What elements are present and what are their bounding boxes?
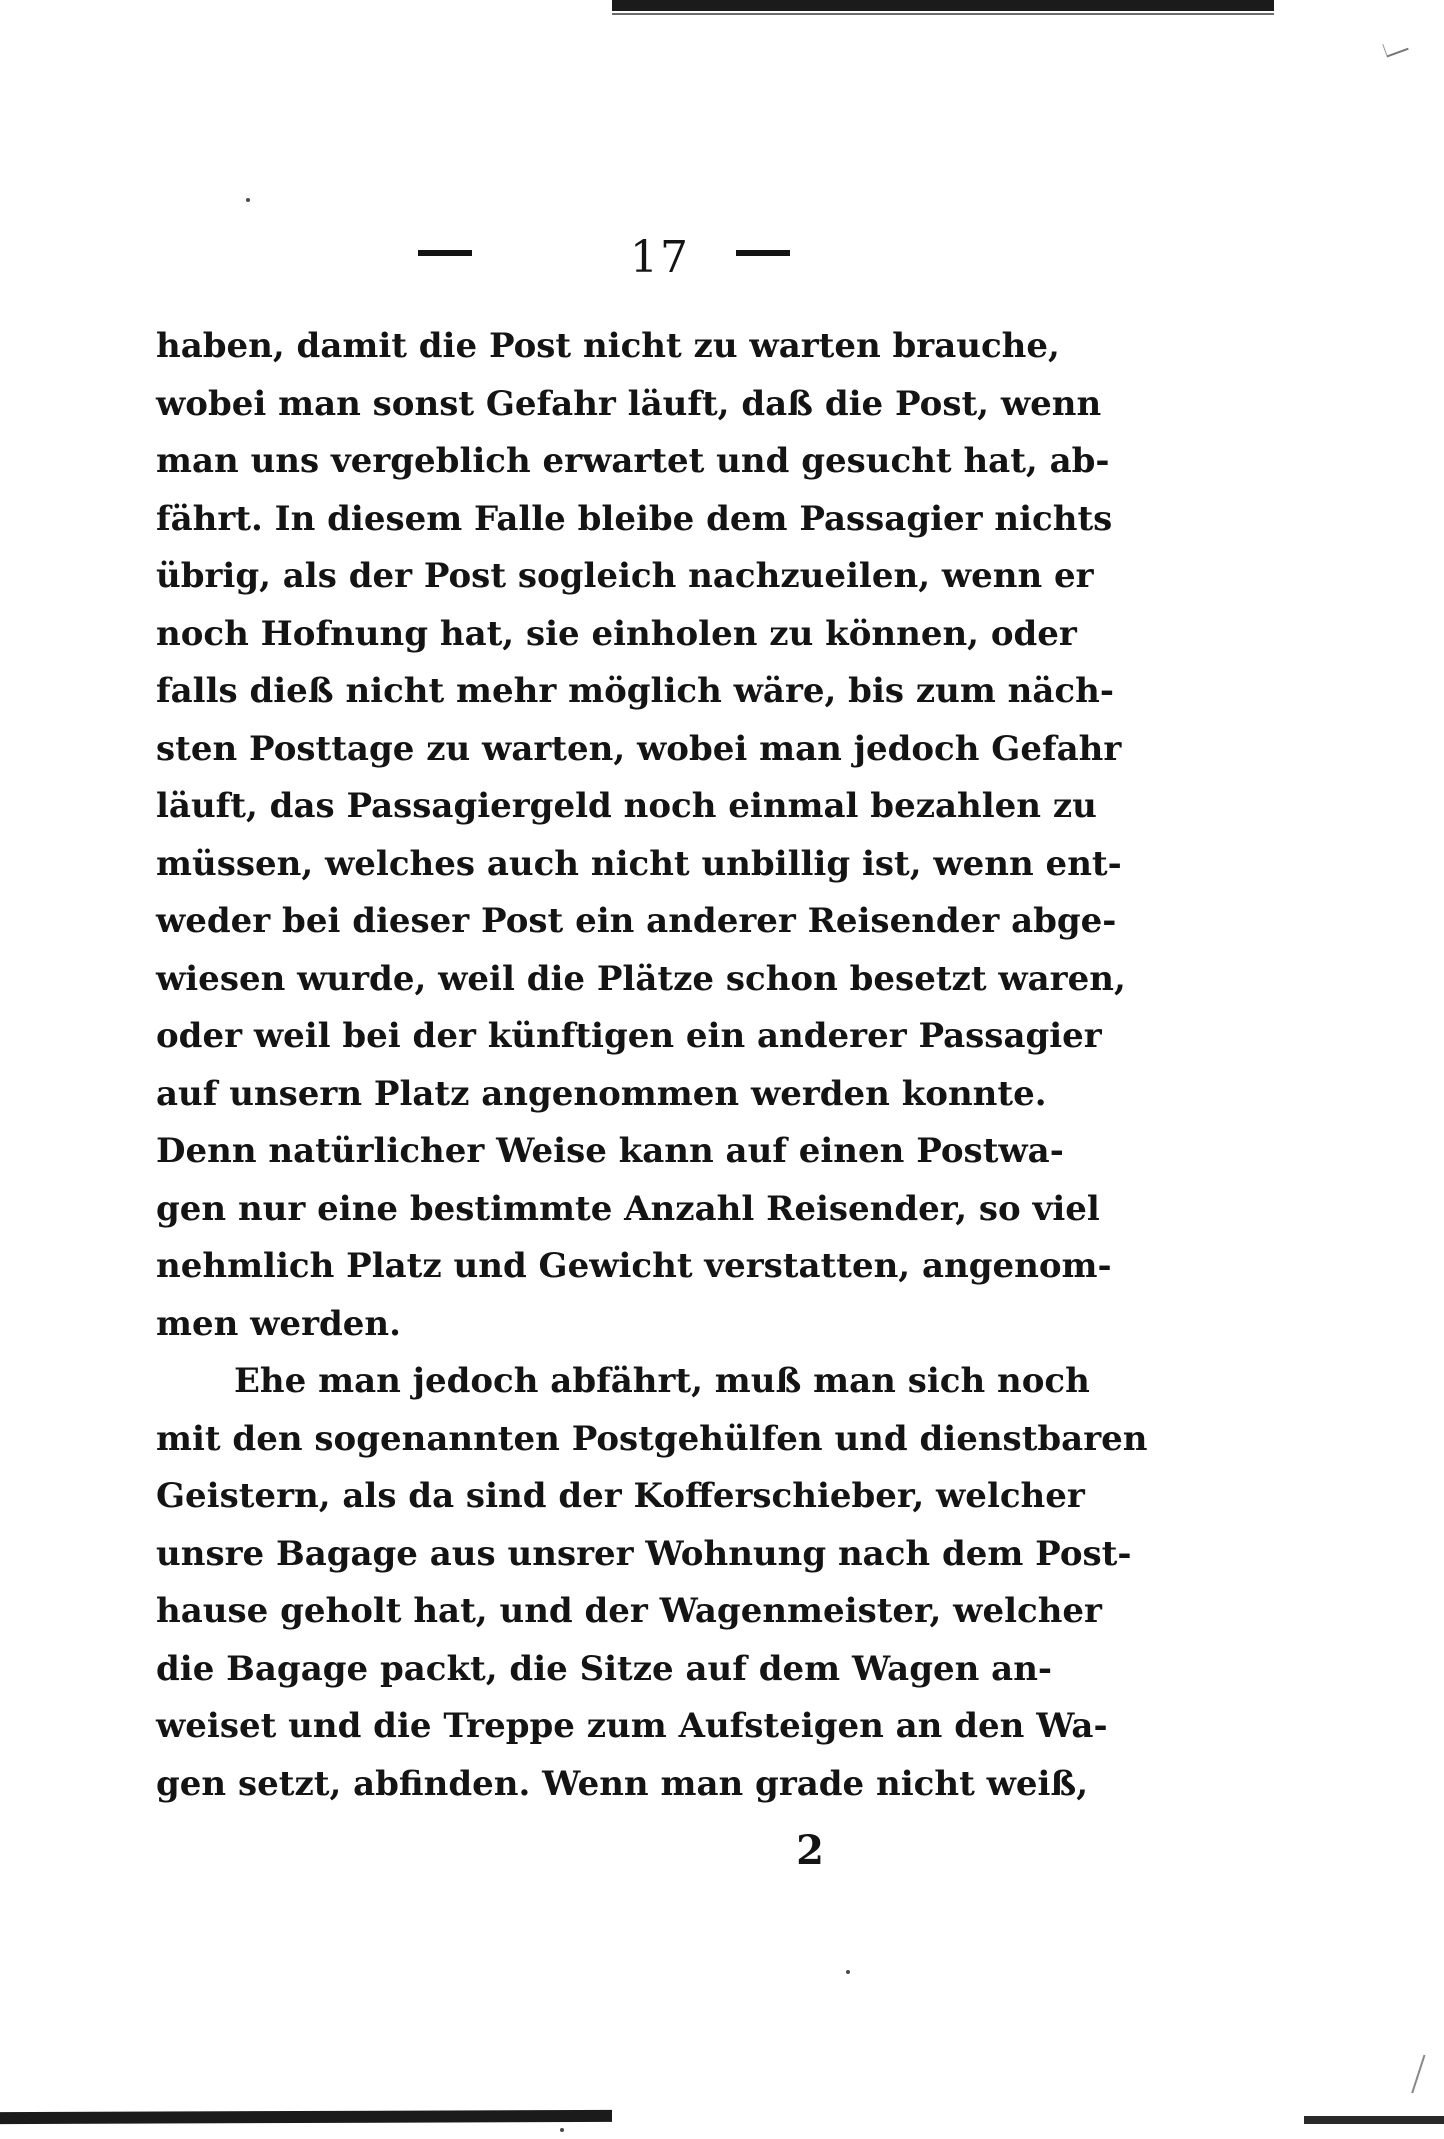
text-line: wiesen wurde, weil die Plätze schon besetzt waren, (156, 958, 1126, 999)
text-line: hause geholt hat, und der Wagenmeister, welcher (156, 1591, 1102, 1631)
scan-edge-top-thin (612, 13, 1274, 15)
scan-speck (246, 198, 250, 202)
scan-speck (846, 1970, 850, 1974)
printer-signature: 2 (796, 1827, 824, 1874)
text-line: gen nur eine bestimmte Anzahl Reisender, so viel (156, 1188, 1100, 1229)
header-dash-right (736, 250, 790, 256)
text-line: unsre Bagage aus unsrer Wohnung nach dem Post- (156, 1533, 1132, 1574)
scan-edge-bottom (0, 2110, 612, 2124)
paragraph-2 (156, 1353, 1148, 1813)
text-line: Denn natürlicher Weise kann auf einen Postwa- (156, 1131, 1064, 1171)
page-number: 17 (630, 232, 690, 283)
text-line: gen setzt, abfinden. Wenn man grade nicht weiß, (156, 1763, 1089, 1804)
text-line: übrig, als der Post sogleich nachzueilen, wenn er (156, 556, 1094, 596)
text-line: weiset und die Treppe zum Aufsteigen an den Wa- (156, 1706, 1108, 1746)
text-line: mit den sogenannten Postgehülfen und dienstbaren (156, 1418, 1148, 1459)
text-line: haben, damit die Post nicht zu warten brauche, (156, 326, 1060, 366)
paragraph-1 (156, 318, 1126, 1353)
text-line: müssen, welches auch nicht unbillig ist, wenn ent- (156, 843, 1122, 884)
running-header (150, 228, 1190, 288)
text-line: die Bagage packt, die Sitze auf dem Wagen an- (156, 1648, 1053, 1689)
text-line: fährt. In diesem Falle bleibe dem Passagier nichts (156, 498, 1113, 539)
header-dash-left (418, 250, 472, 256)
scan-speck (560, 2128, 564, 2132)
text-line: weder bei dieser Post ein anderer Reisender abge- (156, 901, 1117, 941)
text-line: oder weil bei der künftigen ein anderer Passagier (156, 1016, 1102, 1056)
body-text (156, 318, 1148, 1813)
text-line: sten Posttage zu warten, wobei man jedoch Gefahr (156, 728, 1122, 769)
scan-edge-bottom-right (1304, 2116, 1444, 2124)
text-line: auf unsern Platz angenommen werden konnte. (156, 1073, 1047, 1114)
scan-edge-top (612, 0, 1274, 11)
text-line: wobei man sonst Gefahr läuft, daß die Post, wenn (156, 383, 1102, 424)
text-line: man uns vergeblich erwartet und gesucht hat, ab- (156, 441, 1110, 481)
scan-corner-mark (1382, 36, 1408, 57)
text-line: falls dieß nicht mehr möglich wäre, bis zum näch- (156, 671, 1114, 711)
scan-corner-mark-bottom (1387, 2047, 1426, 2094)
text-line: läuft, das Passagiergeld noch einmal bezahlen zu (156, 786, 1097, 826)
text-line: noch Hofnung hat, sie einholen zu können, oder (156, 613, 1077, 654)
text-line: Ehe man jedoch abfährt, muß man sich noch (234, 1361, 1090, 1401)
text-line: Geistern, als da sind der Kofferschieber, welcher (156, 1476, 1085, 1516)
text-line: men werden. (156, 1303, 401, 1344)
text-line: nehmlich Platz und Gewicht verstatten, angenom- (156, 1246, 1112, 1286)
